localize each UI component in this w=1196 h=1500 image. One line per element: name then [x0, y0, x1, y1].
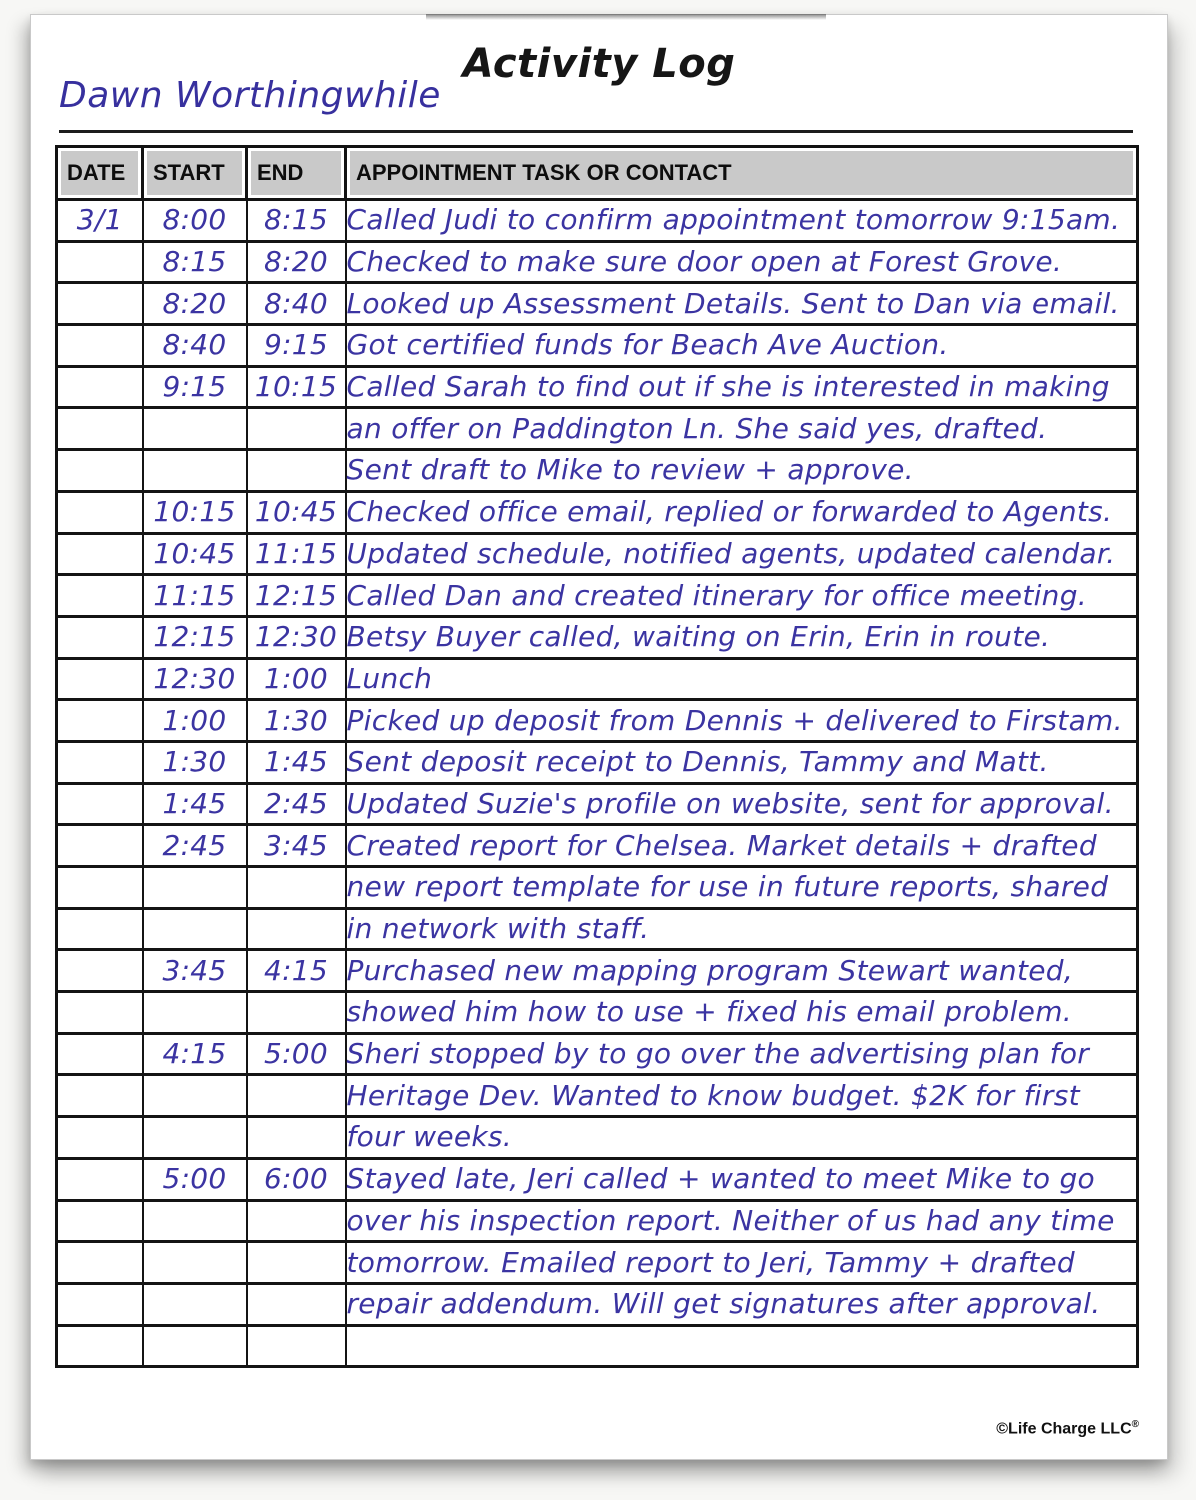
cell-task: Purchased new mapping program Stewart wanted, — [346, 950, 1138, 992]
table-row — [57, 908, 1138, 950]
cell-end — [247, 450, 346, 492]
cell-start — [143, 1325, 247, 1367]
table-row — [57, 1242, 1138, 1284]
cell-start: 8:00 — [143, 200, 247, 242]
table-row — [57, 950, 1138, 992]
cell-end: 10:45 — [247, 491, 346, 533]
name-field-value: Dawn Worthingwhile — [59, 75, 441, 116]
cell-end: 1:45 — [247, 741, 346, 783]
copyright-notice — [996, 1419, 1139, 1438]
cell-end: 12:30 — [247, 616, 346, 658]
cell-end — [247, 1075, 346, 1117]
table-row — [57, 741, 1138, 783]
cell-date — [57, 700, 143, 742]
cell-start — [143, 1283, 247, 1325]
cell-date — [57, 575, 143, 617]
cell-end: 6:00 — [247, 1158, 346, 1200]
table-row — [57, 825, 1138, 867]
cell-date — [57, 241, 143, 283]
cell-task: Called Judi to confirm appointment tomorrow 9:15am. — [346, 200, 1138, 242]
cell-task: Checked office email, replied or forwarded to Agents. — [346, 491, 1138, 533]
table-row — [57, 533, 1138, 575]
cell-date — [57, 908, 143, 950]
cell-start: 8:20 — [143, 283, 247, 325]
cell-end: 8:40 — [247, 283, 346, 325]
table-row — [57, 575, 1138, 617]
cell-start — [143, 1200, 247, 1242]
cell-start: 10:45 — [143, 533, 247, 575]
cell-date — [57, 616, 143, 658]
cell-end — [247, 1242, 346, 1284]
column-header-end: END — [247, 147, 346, 200]
cell-task: Called Dan and created itinerary for office meeting. — [346, 575, 1138, 617]
table-row — [57, 366, 1138, 408]
cell-task: Picked up deposit from Dennis + delivered to Firstam. — [346, 700, 1138, 742]
cell-end — [247, 1200, 346, 1242]
column-header-task: APPOINTMENT TASK OR CONTACT — [346, 147, 1138, 200]
table-row — [57, 867, 1138, 909]
cell-start: 1:30 — [143, 741, 247, 783]
table-row — [57, 241, 1138, 283]
table-row — [57, 408, 1138, 450]
activity-log-table — [55, 145, 1139, 1368]
cell-start — [143, 450, 247, 492]
cell-date — [57, 992, 143, 1034]
column-header-date: DATE — [57, 147, 143, 200]
table-row — [57, 1075, 1138, 1117]
cell-start — [143, 1117, 247, 1159]
cell-task: Called Sarah to find out if she is interested in making — [346, 366, 1138, 408]
cell-start — [143, 867, 247, 909]
page-top-edge-shadow — [426, 14, 826, 20]
cell-date — [57, 450, 143, 492]
cell-task: showed him how to use + fixed his email problem. — [346, 992, 1138, 1034]
cell-date — [57, 1033, 143, 1075]
table-row — [57, 1283, 1138, 1325]
cell-task: Created report for Chelsea. Market details + drafted — [346, 825, 1138, 867]
table-row — [57, 992, 1138, 1034]
cell-task: new report template for use in future reports, shared — [346, 867, 1138, 909]
cell-start: 12:30 — [143, 658, 247, 700]
cell-task: Sent deposit receipt to Dennis, Tammy and Matt. — [346, 741, 1138, 783]
table-row — [57, 1325, 1138, 1367]
cell-date — [57, 1075, 143, 1117]
table-row — [57, 1200, 1138, 1242]
cell-start: 4:15 — [143, 1033, 247, 1075]
cell-date — [57, 283, 143, 325]
cell-start — [143, 992, 247, 1034]
cell-start: 1:45 — [143, 783, 247, 825]
cell-start: 3:45 — [143, 950, 247, 992]
cell-date — [57, 325, 143, 367]
cell-task: in network with staff. — [346, 908, 1138, 950]
cell-task: Betsy Buyer called, waiting on Erin, Erin in route. — [346, 616, 1138, 658]
table-row — [57, 1158, 1138, 1200]
cell-end: 3:45 — [247, 825, 346, 867]
cell-task: Lunch — [346, 658, 1138, 700]
cell-end — [247, 1325, 346, 1367]
cell-task — [346, 1325, 1138, 1367]
cell-date — [57, 408, 143, 450]
cell-start — [143, 1242, 247, 1284]
table-row — [57, 283, 1138, 325]
cell-end: 10:15 — [247, 366, 346, 408]
cell-end: 1:30 — [247, 700, 346, 742]
cell-date — [57, 1283, 143, 1325]
cell-task: Checked to make sure door open at Forest Grove. — [346, 241, 1138, 283]
cell-date: 3/1 — [57, 200, 143, 242]
cell-task: Got certified funds for Beach Ave Auction. — [346, 325, 1138, 367]
cell-end: 1:00 — [247, 658, 346, 700]
cell-date — [57, 533, 143, 575]
column-header-start: START — [143, 147, 247, 200]
cell-start: 8:15 — [143, 241, 247, 283]
cell-date — [57, 1242, 143, 1284]
cell-start: 9:15 — [143, 366, 247, 408]
page-title: Activity Log — [462, 41, 736, 87]
cell-end: 8:15 — [247, 200, 346, 242]
activity-log-sheet — [30, 14, 1168, 1460]
table-row — [57, 325, 1138, 367]
cell-start: 5:00 — [143, 1158, 247, 1200]
cell-date — [57, 783, 143, 825]
cell-task: four weeks. — [346, 1117, 1138, 1159]
table-header-row — [57, 147, 1138, 200]
cell-end — [247, 867, 346, 909]
cell-date — [57, 1158, 143, 1200]
cell-end — [247, 908, 346, 950]
cell-start: 1:00 — [143, 700, 247, 742]
table-row — [57, 658, 1138, 700]
cell-start: 2:45 — [143, 825, 247, 867]
cell-date — [57, 658, 143, 700]
table-row — [57, 450, 1138, 492]
cell-start: 10:15 — [143, 491, 247, 533]
cell-end — [247, 408, 346, 450]
cell-end: 8:20 — [247, 241, 346, 283]
cell-end: 2:45 — [247, 783, 346, 825]
cell-task: Updated Suzie's profile on website, sent for approval. — [346, 783, 1138, 825]
cell-task: an offer on Paddington Ln. She said yes, drafted. — [346, 408, 1138, 450]
cell-task: Stayed late, Jeri called + wanted to meet Mike to go — [346, 1158, 1138, 1200]
cell-date — [57, 1117, 143, 1159]
cell-date — [57, 491, 143, 533]
cell-task: repair addendum. Will get signatures after approval. — [346, 1283, 1138, 1325]
cell-end: 4:15 — [247, 950, 346, 992]
cell-date — [57, 867, 143, 909]
cell-task: Sheri stopped by to go over the advertising plan for — [346, 1033, 1138, 1075]
cell-start — [143, 1075, 247, 1117]
cell-start — [143, 908, 247, 950]
table-row — [57, 1033, 1138, 1075]
cell-end: 5:00 — [247, 1033, 346, 1075]
table-row — [57, 491, 1138, 533]
table-row — [57, 1117, 1138, 1159]
table-row — [57, 783, 1138, 825]
cell-task: Looked up Assessment Details. Sent to Dan via email. — [346, 283, 1138, 325]
name-underline — [59, 130, 1133, 133]
cell-date — [57, 366, 143, 408]
cell-end — [247, 1283, 346, 1325]
cell-date — [57, 1325, 143, 1367]
cell-start: 12:15 — [143, 616, 247, 658]
copyright-text: ©Life Charge LLC — [996, 1420, 1132, 1438]
cell-date — [57, 741, 143, 783]
cell-date — [57, 1200, 143, 1242]
cell-start — [143, 408, 247, 450]
table-row — [57, 200, 1138, 242]
cell-task: tomorrow. Emailed report to Jeri, Tammy + drafted — [346, 1242, 1138, 1284]
cell-date — [57, 825, 143, 867]
cell-end: 9:15 — [247, 325, 346, 367]
cell-task: Heritage Dev. Wanted to know budget. $2K for first — [346, 1075, 1138, 1117]
cell-task: Updated schedule, notified agents, updated calendar. — [346, 533, 1138, 575]
registered-mark: ® — [1131, 1419, 1139, 1430]
table-row — [57, 616, 1138, 658]
table-row — [57, 700, 1138, 742]
cell-end — [247, 1117, 346, 1159]
cell-end — [247, 992, 346, 1034]
cell-task: Sent draft to Mike to review + approve. — [346, 450, 1138, 492]
cell-task: over his inspection report. Neither of us had any time — [346, 1200, 1138, 1242]
cell-start: 11:15 — [143, 575, 247, 617]
cell-end: 11:15 — [247, 533, 346, 575]
cell-end: 12:15 — [247, 575, 346, 617]
cell-date — [57, 950, 143, 992]
cell-start: 8:40 — [143, 325, 247, 367]
